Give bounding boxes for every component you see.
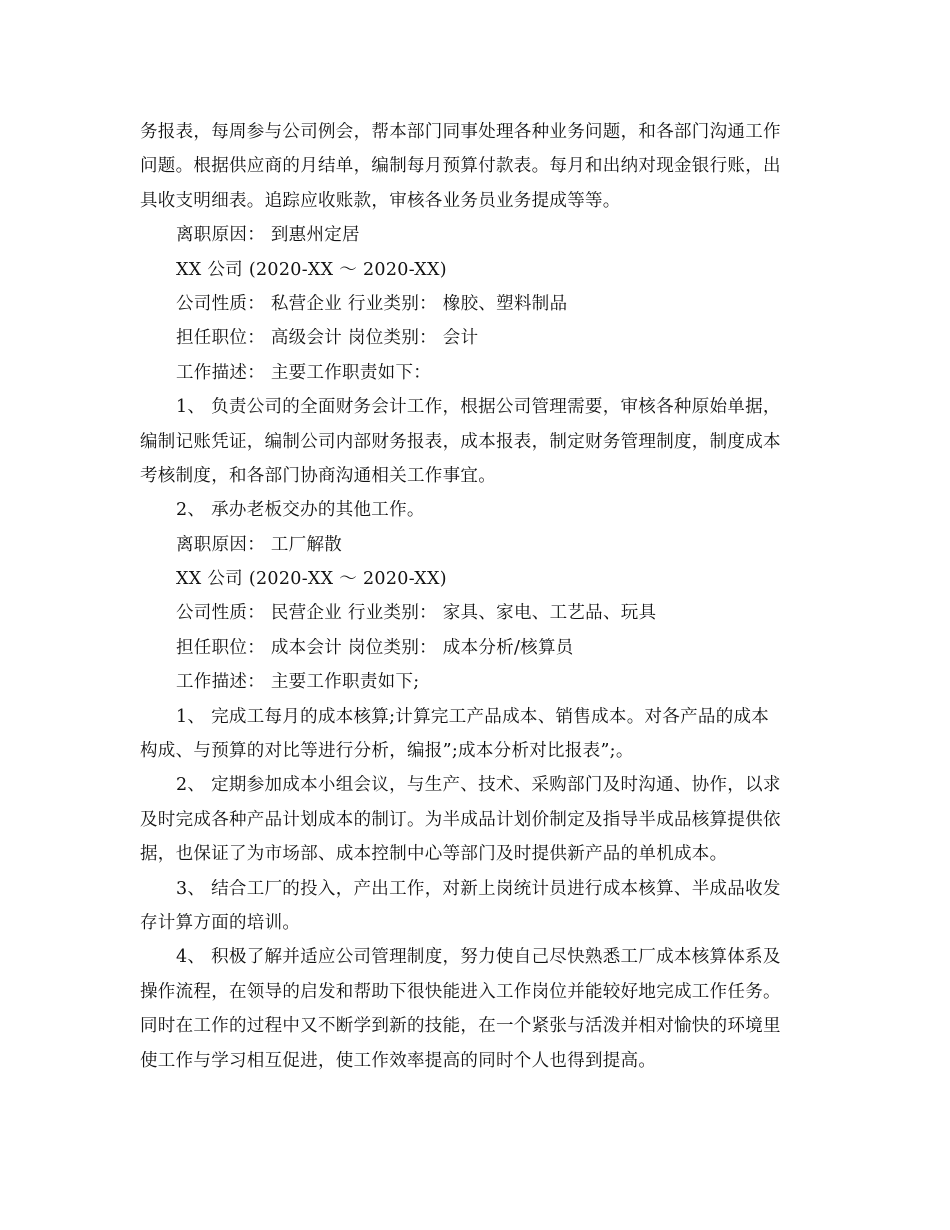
- text-line: 具收支明细表。追踪应收账款，审核各业务员业务提成等等。: [140, 190, 621, 211]
- text-line: 工作描述： 主要工作职责如下;: [176, 672, 420, 693]
- text-line: XX 公司 (2020-XX ～ 2020-XX): [176, 259, 447, 280]
- text-line: 及时完成各种产品计划成本的制订。为半成品计划价制定及指导半成品核算提供依: [140, 809, 781, 830]
- text-line: 编制记账凭证，编制公司内部财务报表，成本报表，制定财务管理制度，制度成本: [140, 431, 781, 452]
- text-line: 离职原因： 到惠州定居: [176, 225, 360, 246]
- document-body: [140, 115, 820, 1078]
- text-line: 据，也保证了为市场部、成本控制中心等部门及时提供新产品的单机成本。: [140, 844, 728, 865]
- text-line: 离职原因： 工厂解散: [176, 534, 343, 555]
- text-line: 2、 承办老板交办的其他工作。: [176, 500, 425, 521]
- text-line: 考核制度，和各部门协商沟通相关工作事宜。: [140, 465, 496, 486]
- text-line: 2、 定期参加成本小组会议，与生产、技术、采购部门及时沟通、协作，以求: [176, 775, 781, 796]
- text-line: 1、 完成工每月的成本核算;计算完工产品成本、销售成本。对各产品的成本: [176, 706, 770, 727]
- text-line: 务报表，每周参与公司例会，帮本部门同事处理各种业务问题，和各部门沟通工作: [140, 122, 781, 142]
- text-line: 问题。根据供应商的月结单，编制每月预算付款表。每月和出纳对现金银行账，出: [140, 156, 781, 177]
- text-line: 担任职位： 成本会计 岗位类别： 成本分析/核算员: [176, 637, 574, 658]
- text-line: 存计算方面的培训。: [140, 912, 301, 933]
- text-line: 操作流程，在领导的启发和帮助下很快能进入工作岗位并能较好地完成工作任务。: [140, 981, 781, 1002]
- text-line: 3、 结合工厂的投入，产出工作，对新上岗统计员进行成本核算、半成品收发: [176, 878, 781, 899]
- text-line: 担任职位： 高级会计 岗位类别： 会计: [176, 328, 479, 349]
- text-line: 4、 积极了解并适应公司管理制度，努力使自己尽快熟悉工厂成本核算体系及: [176, 947, 781, 968]
- text-line: XX 公司 (2020-XX ～ 2020-XX): [176, 569, 447, 590]
- text-line: 同时在工作的过程中又不断学到新的技能，在一个紧张与活泼并相对愉快的环境里: [140, 1016, 781, 1037]
- text-line: 工作描述： 主要工作职责如下：: [176, 362, 432, 383]
- text-line: 构成、与预算的对比等进行分析，编报”;成本分析对比报表”;。: [140, 741, 634, 762]
- text-line: 公司性质： 民营企业 行业类别： 家具、家电、工艺品、玩具: [176, 603, 657, 624]
- text-line: 1、 负责公司的全面财务会计工作，根据公司管理需要，审核各种原始单据，: [176, 397, 781, 418]
- text-line: 公司性质： 私营企业 行业类别： 橡胶、塑料制品: [176, 293, 568, 314]
- text-line: 使工作与学习相互促进，使工作效率提高的同时个人也得到提高。: [140, 1050, 657, 1071]
